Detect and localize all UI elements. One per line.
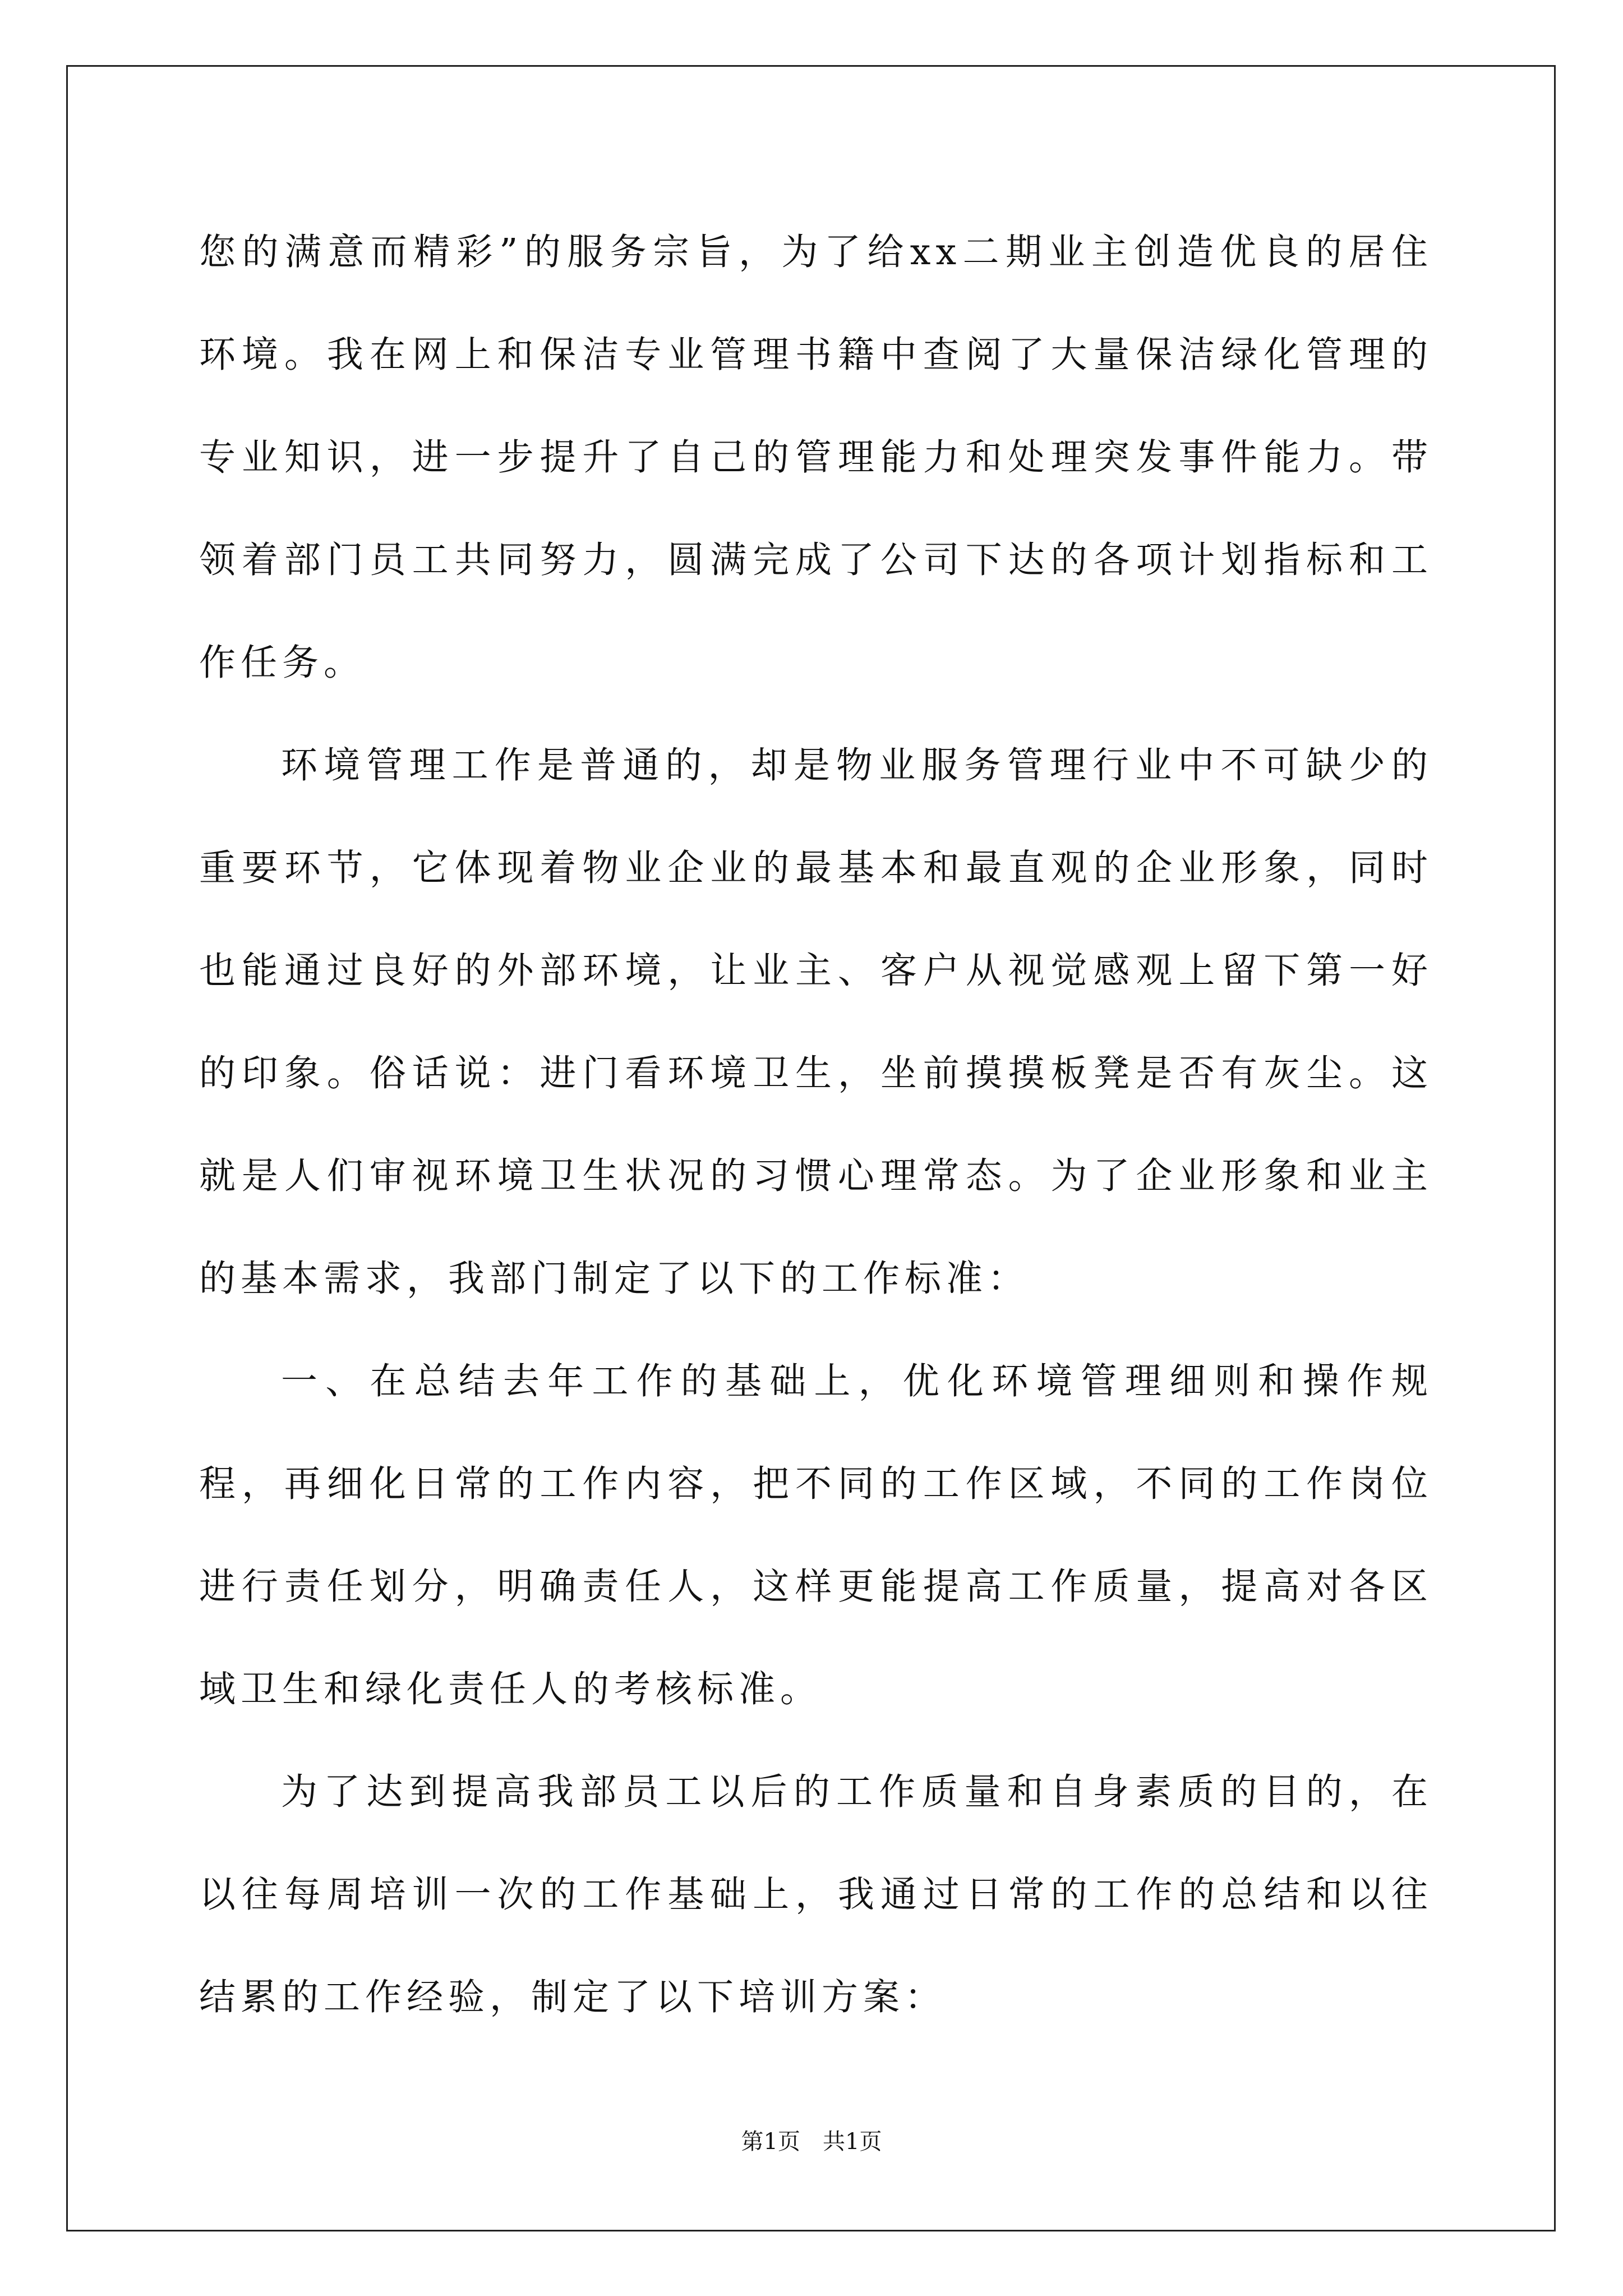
paragraph-4: 为了达到提高我部员工以后的工作质量和自身素质的目的，在以往每周培训一次的工作基础上，我通过日常的工作的总结和以往结累的工作经验，制定了以下培训方案： [199,1771,1433,2018]
paragraph-1: 您的满意而精彩”的服务宗旨，为了给xx二期业主创造优良的居住环境。我在网上和保洁专业管理书籍中查阅了大量保洁绿化管理的专业知识，进一步提升了自己的管理能力和处理突发事件能力。带领着部门员工共同努力，圆满完成了公司下达的各项计划指标和工作任务。 [199,231,1433,684]
document-body [199,201,1433,2049]
paragraph-3: 一、在总结去年工作的基础上，优化环境管理细则和操作规程，再细化日常的工作内容，把不同的工作区域，不同的工作岗位进行责任划分，明确责任人，这样更能提高工作质量，提高对各区域卫生和绿化责任人的考核标准。 [199,1360,1433,1710]
paragraph-2: 环境管理工作是普通的，却是物业服务管理行业中不可缺少的重要环节，它体现着物业企业的最基本和最直观的企业形象，同时也能通过良好的外部环境，让业主、客户从视觉感观上留下第一好的印象。俗话说：进门看环境卫生，坐前摸摸板凳是否有灰尘。这就是人们审视环境卫生状况的习惯心理常态。为了企业形象和业主的基本需求，我部门制定了以下的工作标准： [199,744,1433,1300]
page-number-footer: 第1页 共1页 [741,2129,882,2155]
